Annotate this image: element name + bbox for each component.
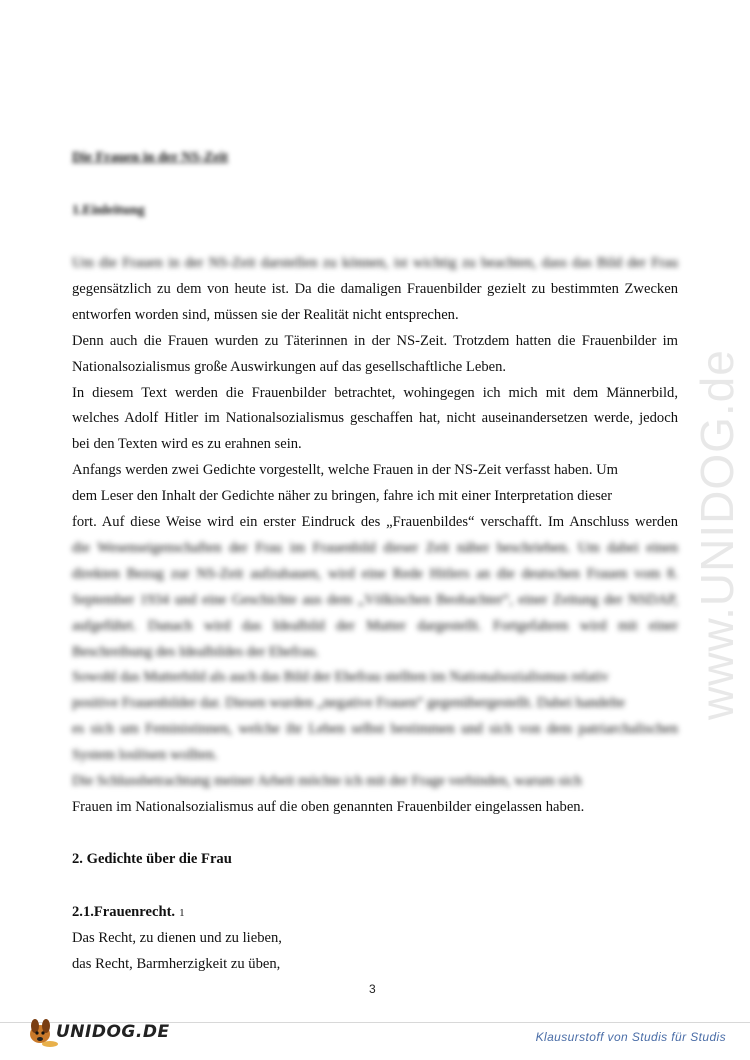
paragraph-line: entworfen worden sind, müssen sie der Realität nicht entsprechen. [72, 306, 459, 323]
paragraph-line: bei den Texten wird es zu erahnen sein. [72, 436, 302, 453]
paragraph-line: Die Schlussbetrachtung meiner Arbeit möchte ich mit der Frage verbinden, warum sich [72, 773, 582, 789]
paragraph-line: gegensätzlich zu dem von heute ist. Da die damaligen Frauenbilder gezielt zu bestimmten Zwecken [72, 280, 678, 297]
subsection-heading-frauenrecht [72, 904, 185, 921]
paragraph-line: die Wesenseigenschaften der Frau im Frauenbild dieser Zeit näher beschrieben. Um dabei einen [72, 539, 678, 556]
page-number: 3 [369, 982, 376, 996]
document-title: Die Frauen in der NS-Zeit [72, 150, 229, 165]
section-heading-poems: 2. Gedichte über die Frau [72, 851, 232, 867]
watermark: www.UNIDOG.de [691, 349, 743, 720]
paragraph-line: Um die Frauen in der NS-Zeit darstellen zu können, ist wichtig zu beachten, dass das Bild der Frau [72, 255, 678, 271]
paragraph-line: fort. Auf diese Weise wird ein erster Eindruck des „Frauenbildes“ verschafft. Im Anschluss werden [72, 514, 678, 530]
subsection-title: 2.1.Frauenrecht. [72, 904, 176, 920]
paragraph-line: dem Leser den Inhalt der Gedichte näher zu bringen, fahre ich mit einer Interpretation dieser [72, 488, 613, 505]
paragraph-line: Denn auch die Frauen wurden zu Täterinnen in der NS-Zeit. Trotzdem hatten die Frauenbilder im [72, 332, 678, 349]
paragraph-line: Anfangs werden zwei Gedichte vorgestellt, welche Frauen in der NS-Zeit verfasst haben. Um [72, 462, 619, 479]
poem-line: das Recht, Barmherzigkeit zu üben, [72, 956, 281, 972]
paragraph-line: Nationalsozialismus große Auswirkungen auf das gesellschaftliche Leben. [72, 358, 507, 375]
paragraph-line: System loslösen wollten. [72, 747, 218, 764]
intro-heading: 1.Einleitung [72, 203, 145, 218]
paragraph-line: positive Frauenbilder dar. Diesen wurden „negative Frauen“ gegenübergestellt. Dabei handelte [72, 695, 625, 712]
poem-line: Das Recht, zu dienen und zu lieben, [72, 930, 282, 946]
paragraph-line: In diesem Text werden die Frauenbilder betrachtet, wohingegen ich mich mit dem Männerbild, [72, 384, 678, 401]
footnote-mark[interactable]: 1 [179, 907, 185, 919]
paragraph-line: direkten Bezug zur NS-Zeit aufzubauen, wird eine Rede Hitlers an die deutschen Frauen vom 8. [72, 565, 678, 582]
footer-tagline: Klausurstoff von Studis für Studis [535, 1030, 726, 1044]
logo-text[interactable]: UNIDOG.DE [56, 1022, 170, 1042]
paragraph-line: September 1934 und eine Geschichte aus dem „Völkischen Beobachter“, einer Zeitung der NSDAP, [72, 591, 678, 608]
paragraph-line: welches Adolf Hitler im Nationalsozialismus geschaffen hat, nicht auseinandersetzen werde, jedoch [72, 410, 678, 427]
paragraph-line: Sowohl das Mutterbild als auch das Bild der Ehefrau stellten im Nationalsozialismus relativ [72, 669, 609, 686]
paragraph-line: aufgeführt. Danach wird das Idealbild der Mutter dargestellt. Fortgefahren wird mit einer [72, 617, 678, 634]
paragraph-line: Beschreibung des Idealbildes der Ehefrau. [72, 643, 319, 660]
paragraph-line: es sich um Feministinnen, welche ihr Leben selbst bestimmen und sich von dem patriarchalischen [72, 721, 678, 738]
paragraph-line: Frauen im Nationalsozialismus auf die oben genannten Frauenbilder eingelassen haben. [72, 798, 585, 815]
